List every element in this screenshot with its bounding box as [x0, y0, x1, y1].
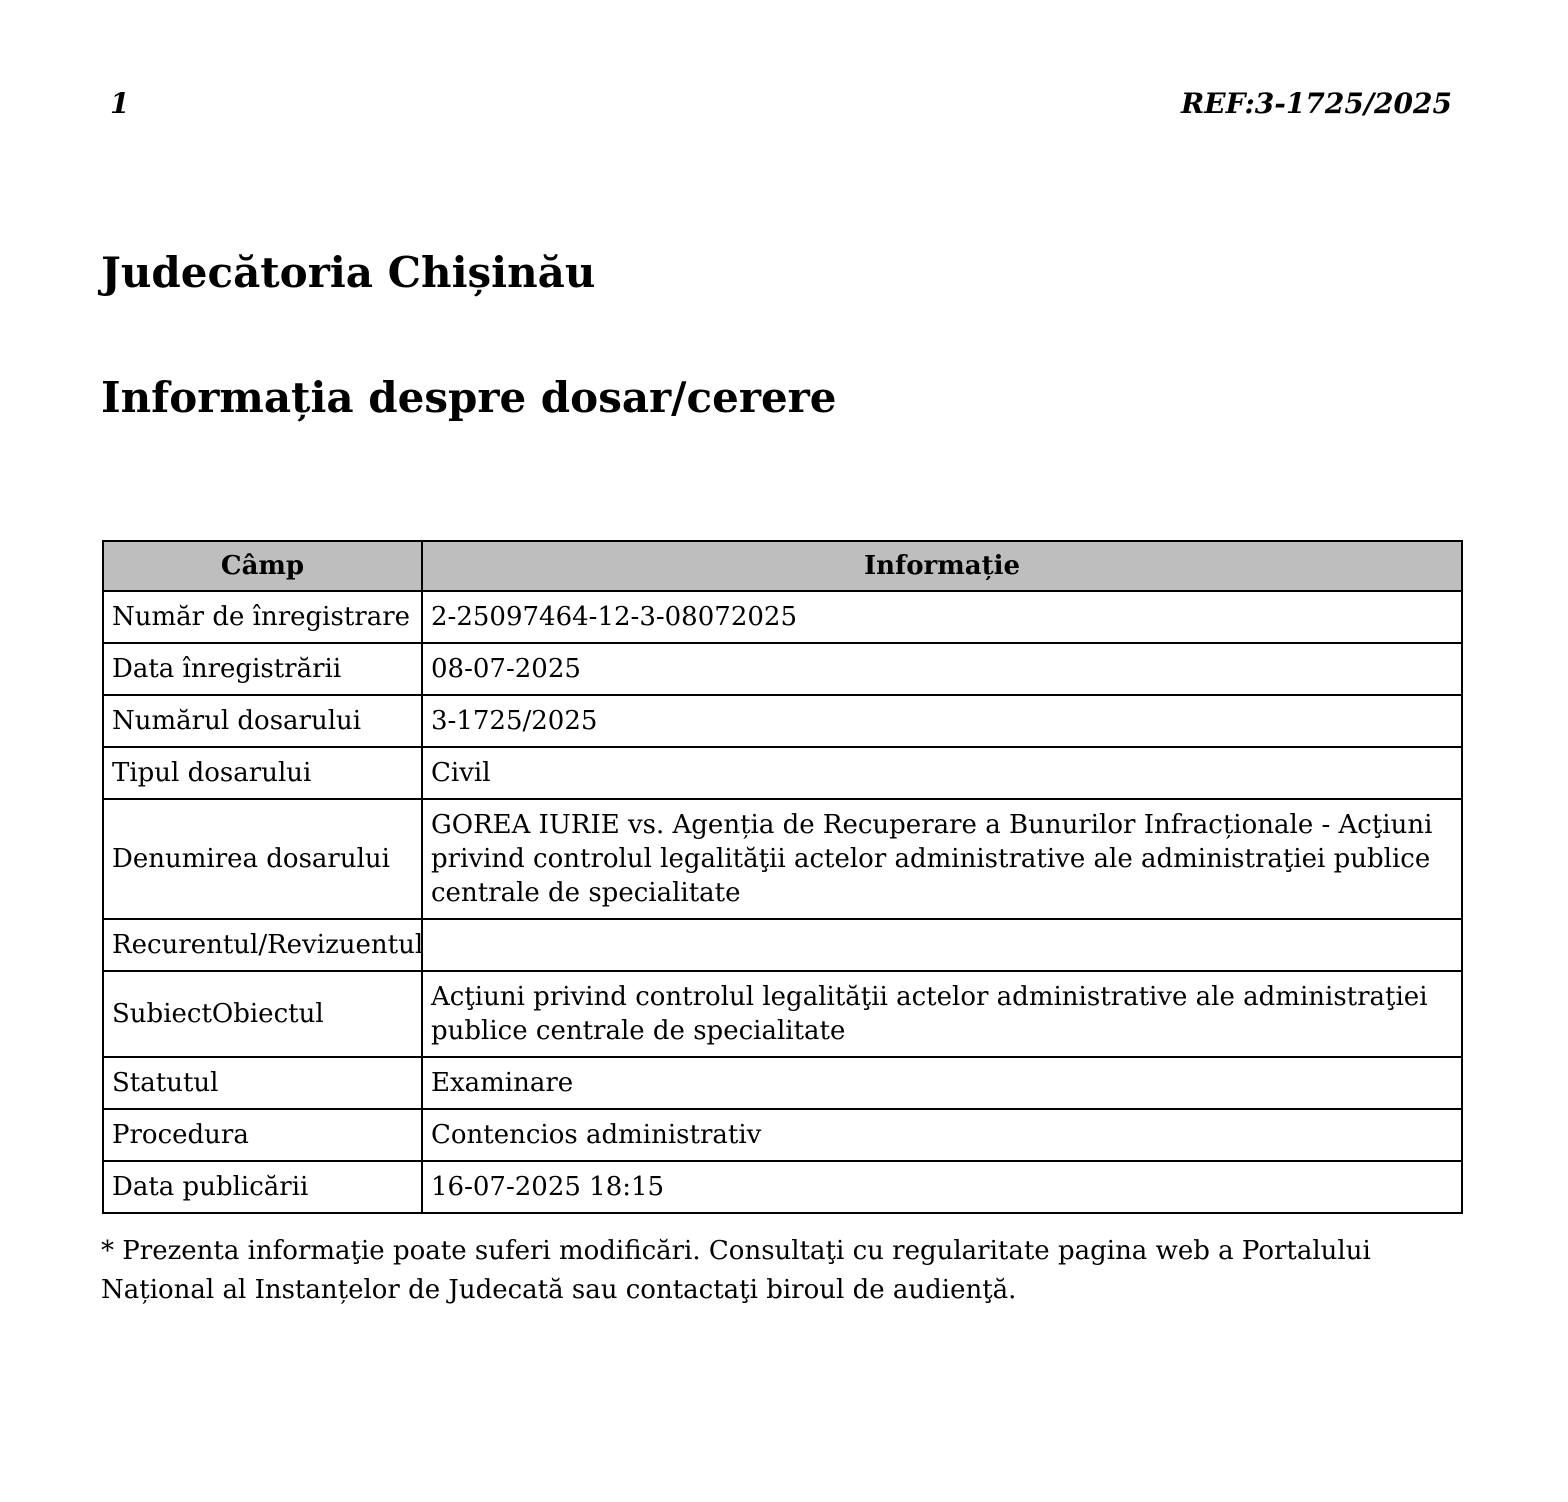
table-row — [103, 695, 1462, 747]
field-label: SubiectObiectul — [103, 971, 422, 1057]
field-label: Statutul — [103, 1057, 422, 1109]
field-value: 2-25097464-12-3-08072025 — [422, 591, 1462, 643]
field-label: Denumirea dosarului — [103, 799, 422, 919]
page-number: 1 — [110, 87, 130, 120]
field-label: Procedura — [103, 1109, 422, 1161]
court-title: Judecătoria Chișinău — [101, 248, 596, 297]
field-label: Recurentul/Revizuentul — [103, 919, 422, 971]
column-header-information: Informație — [422, 541, 1462, 591]
field-label: Tipul dosarului — [103, 747, 422, 799]
table-row — [103, 747, 1462, 799]
field-value: 3-1725/2025 — [422, 695, 1462, 747]
case-info-table — [102, 540, 1463, 1214]
reference-number: REF:3-1725/2025 — [1180, 87, 1452, 120]
field-value: Civil — [422, 747, 1462, 799]
table-row — [103, 1161, 1462, 1213]
disclaimer-footnote: * Prezenta informaţie poate suferi modificări. Consultaţi cu regularitate pagina web a Portalului Național al Instanțelor de Judecată sau contactaţi biroul de audienţă. — [101, 1236, 1371, 1305]
field-value: Examinare — [422, 1057, 1462, 1109]
field-label: Numărul dosarului — [103, 695, 422, 747]
document-title: Informația despre dosar/cerere — [101, 373, 837, 422]
field-label: Data publicării — [103, 1161, 422, 1213]
field-label: Data înregistrării — [103, 643, 422, 695]
field-label: Număr de înregistrare — [103, 591, 422, 643]
field-value: Acţiuni privind controlul legalităţii actelor administrative ale administraţiei publice centrale de specialitate — [422, 971, 1462, 1057]
table-row — [103, 1109, 1462, 1161]
table-row — [103, 799, 1462, 919]
field-value: 16-07-2025 18:15 — [422, 1161, 1462, 1213]
field-value: Contencios administrativ — [422, 1109, 1462, 1161]
table-row — [103, 1057, 1462, 1109]
table-row — [103, 643, 1462, 695]
field-value: 08-07-2025 — [422, 643, 1462, 695]
table-row — [103, 971, 1462, 1057]
table-header-row — [103, 541, 1462, 591]
table-row — [103, 591, 1462, 643]
field-value: GOREA IURIE vs. Agenția de Recuperare a Bunurilor Infracționale - Acţiuni privind controlul legalităţii actelor administrative ale administraţiei publice centrale de specialitate — [422, 799, 1462, 919]
field-value — [422, 919, 1462, 971]
column-header-field: Câmp — [103, 541, 422, 591]
table-row — [103, 919, 1462, 971]
